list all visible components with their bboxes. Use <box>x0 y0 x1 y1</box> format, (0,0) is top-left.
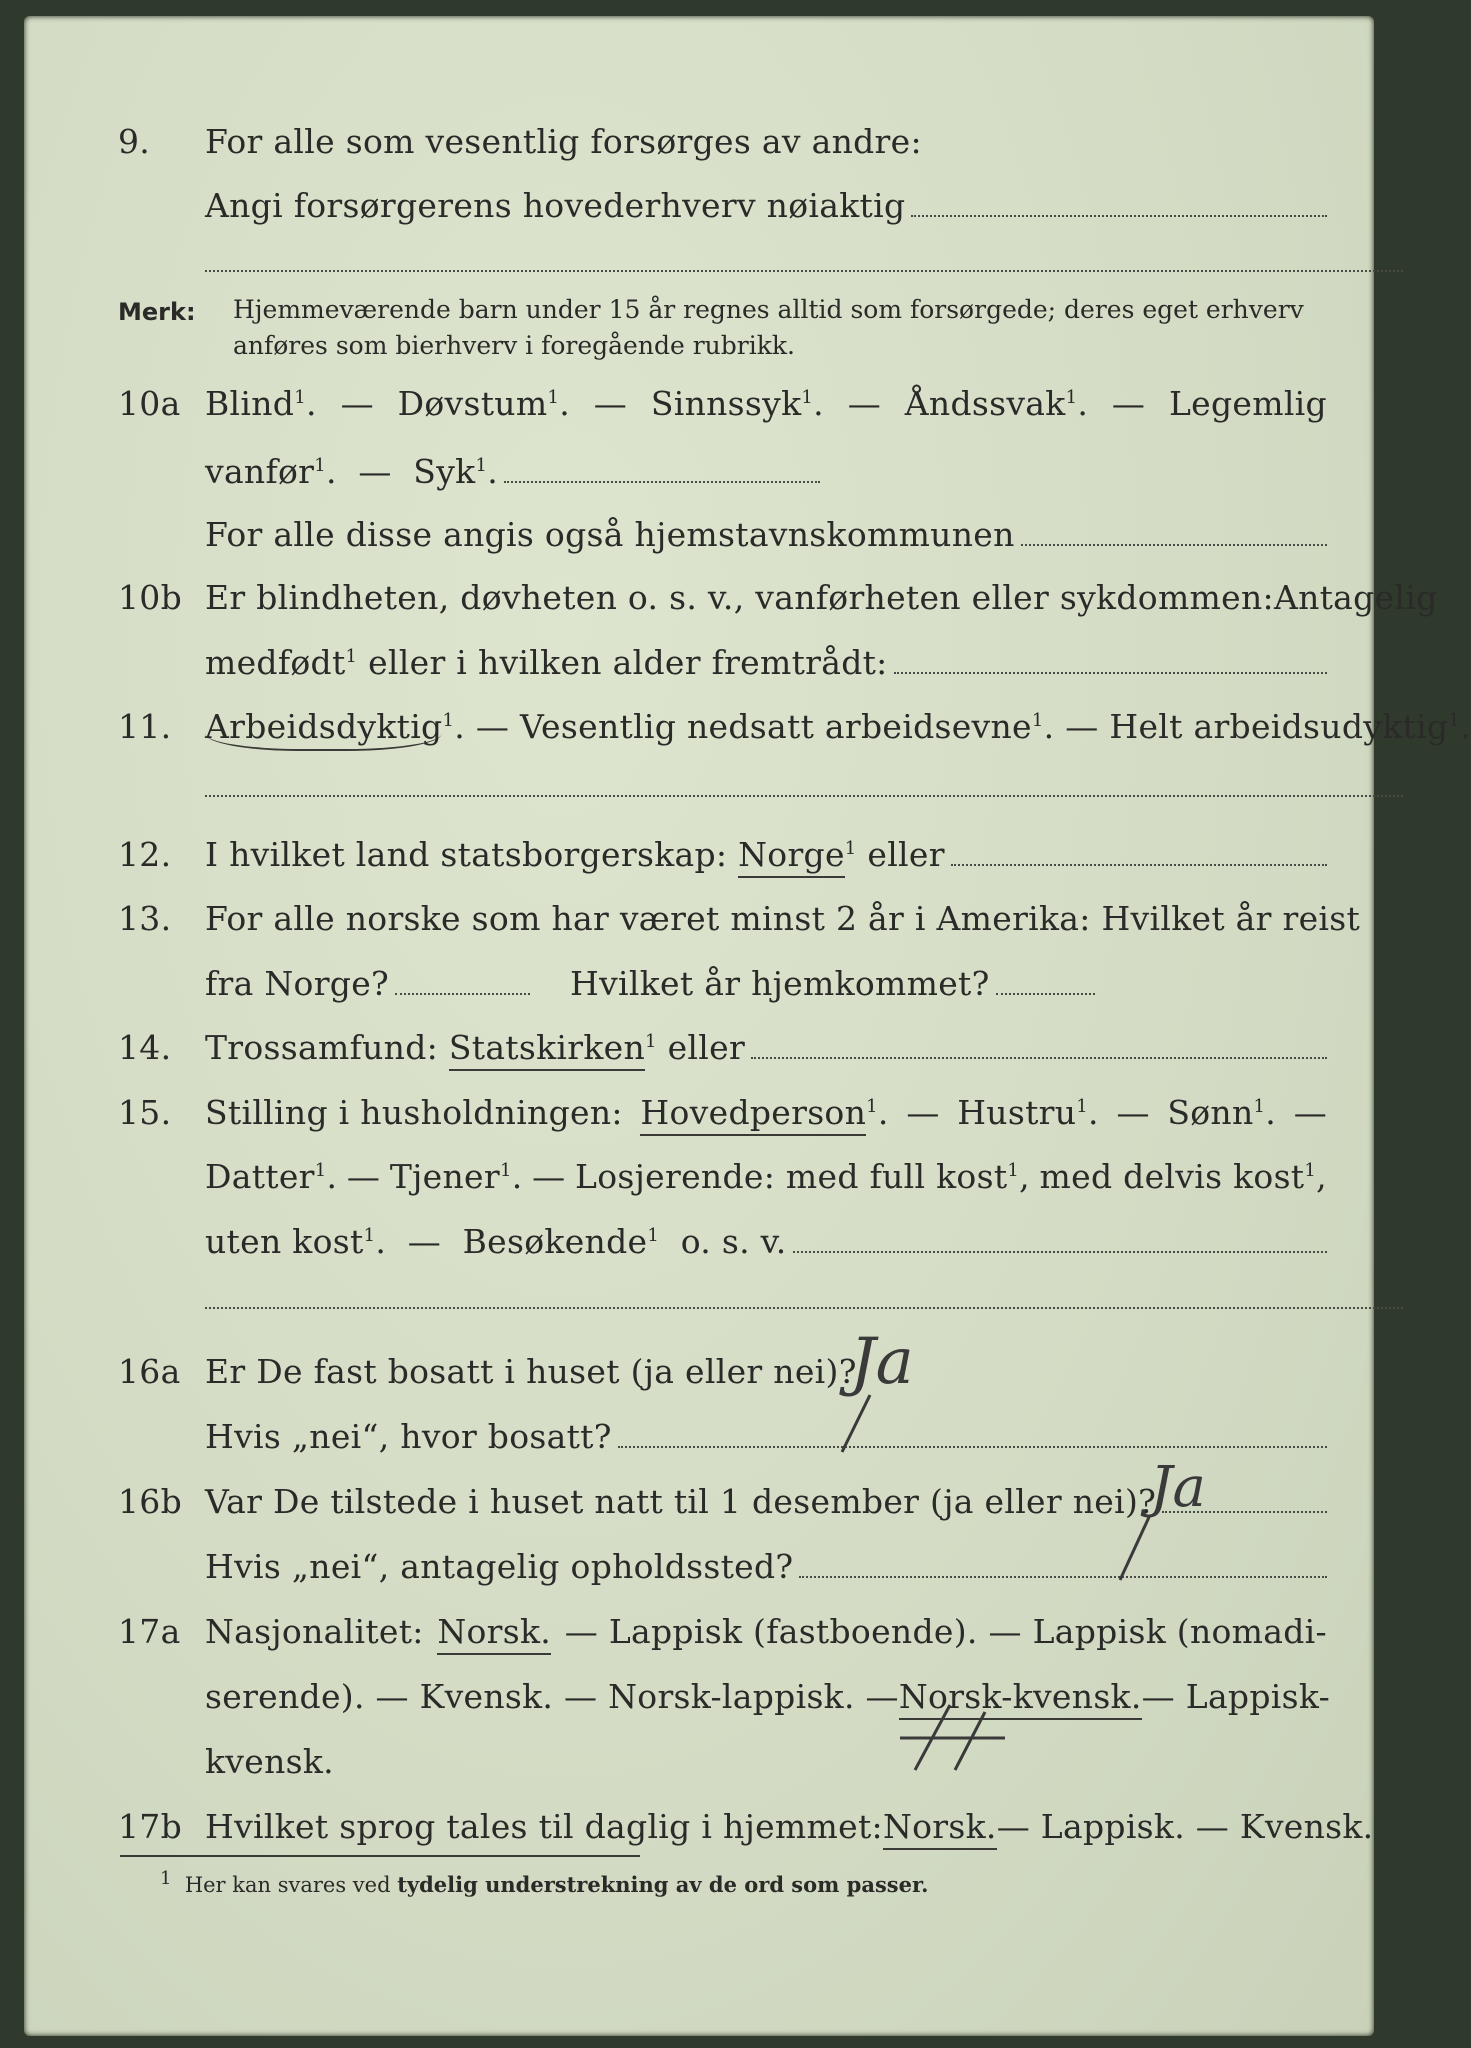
answer-field[interactable] <box>996 969 1095 995</box>
question-text: For alle som vesentlig forsørges av andre: <box>205 122 922 161</box>
answer-field[interactable] <box>205 795 1403 797</box>
underlined-answer: Hovedperson <box>640 1093 866 1136</box>
handwritten-answer: Ja <box>1150 1455 1206 1520</box>
answer-field[interactable] <box>911 191 1327 217</box>
question-number: 9. <box>118 122 151 161</box>
footnote-divider <box>120 1855 640 1857</box>
question-number: 15. <box>118 1093 172 1132</box>
note-label: Merk: <box>118 298 196 326</box>
answer-field[interactable] <box>793 1227 1328 1253</box>
question-number: 17b <box>118 1807 183 1846</box>
answer-field[interactable] <box>618 1422 1327 1448</box>
question-number: 10a <box>118 384 181 423</box>
handwritten-stroke <box>1105 1510 1165 1590</box>
question-number: 10b <box>118 578 183 617</box>
answer-field[interactable] <box>894 648 1327 674</box>
underlined-answer: Norsk. <box>883 1807 997 1850</box>
answer-field[interactable] <box>951 840 1327 866</box>
question-number: 17a <box>118 1612 181 1651</box>
underlined-answer: Arbeidsdyktig <box>205 707 442 751</box>
underlined-answer: Statskirken <box>449 1028 645 1071</box>
question-number: 12. <box>118 835 172 874</box>
handwritten-stroke <box>830 1390 890 1460</box>
underlined-answer: Norsk-kvensk. <box>899 1677 1142 1720</box>
footnote: $^1$ Her kan svares ved tydelig understrekning av de ord som passer. <box>160 1868 929 1897</box>
answer-field[interactable] <box>504 457 820 483</box>
handwritten-answer: Ja <box>850 1325 914 1399</box>
answer-field[interactable] <box>751 1033 1327 1059</box>
answer-field[interactable] <box>205 1307 1403 1309</box>
question-number: 13. <box>118 899 172 938</box>
answer-field[interactable] <box>799 1552 1327 1578</box>
question-number: 14. <box>118 1028 172 1067</box>
question-number: 11. <box>118 707 172 746</box>
question-number: 16a <box>118 1352 181 1391</box>
underlined-answer: Norsk. <box>437 1612 551 1655</box>
note-text: Hjemmeværende barn under 15 år regnes alltid som forsørgede; deres eget erhverv anføres som bierhverv i foregående rubrikk. <box>233 295 1304 360</box>
question-number: 16b <box>118 1482 183 1521</box>
answer-field[interactable] <box>1021 520 1327 546</box>
answer-field[interactable] <box>395 969 530 995</box>
underlined-answer: Norge <box>738 835 845 878</box>
answer-field[interactable] <box>205 270 1403 272</box>
